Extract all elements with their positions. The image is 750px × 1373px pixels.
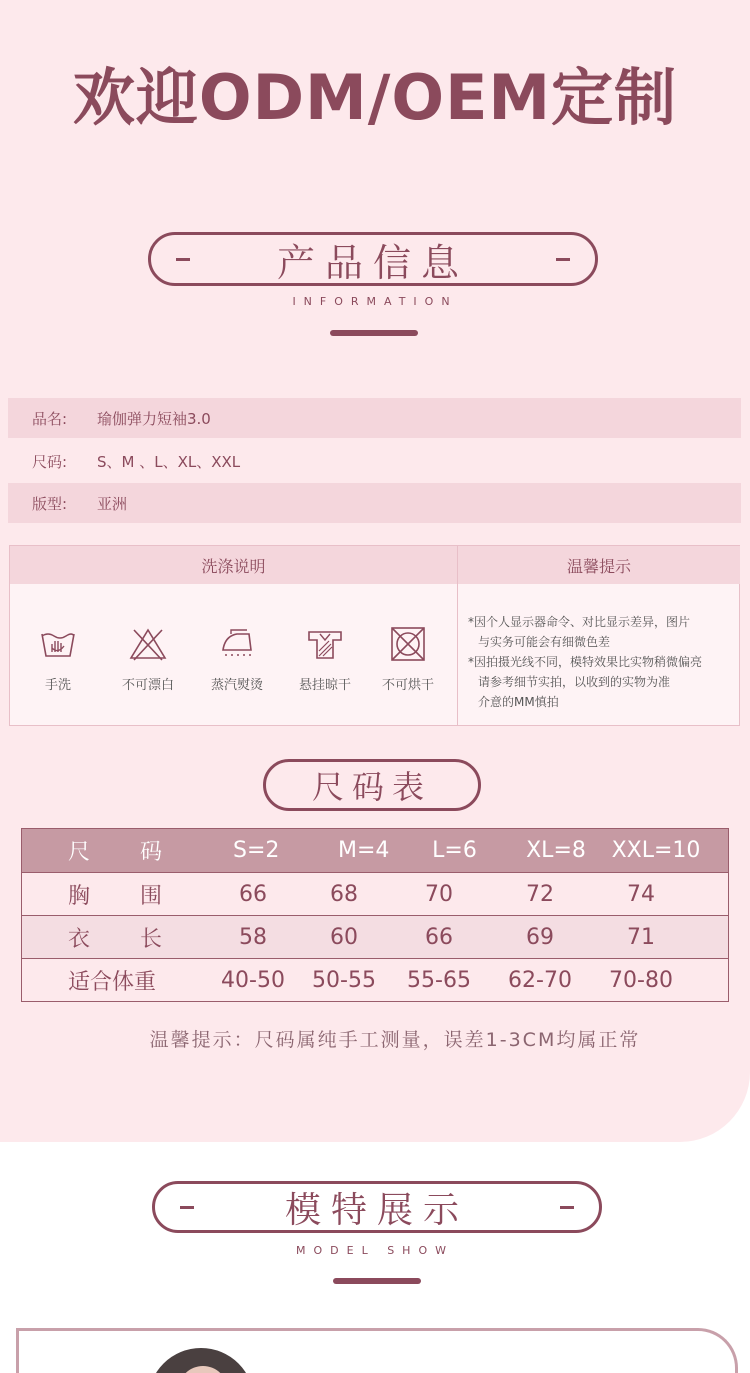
info-value: 亚洲 [97, 494, 128, 513]
info-key: 品名: [32, 409, 68, 428]
tip-line: 与实务可能会有细微色差 [478, 635, 611, 649]
care-label: 悬挂晾干 [298, 678, 351, 693]
section-divider-bar [333, 1278, 421, 1284]
row-label: 适合体重 [68, 969, 157, 995]
tips-text [468, 612, 738, 712]
care-item-hand-wash [18, 626, 98, 693]
table-cell: 55-65 [407, 967, 471, 993]
table-cell: 66 [239, 881, 267, 907]
table-cell: 74 [627, 881, 655, 907]
size-note: 温馨提示：尺码属纯手工测量，误差1-3CM均属正常 [149, 1029, 641, 1051]
page-title: 欢迎ODM/OEM定制 [72, 61, 678, 134]
hand-wash-icon [38, 626, 78, 662]
section-title: 产品信息 [276, 240, 469, 285]
steam-iron-icon [217, 626, 257, 662]
care-label: 不可烘干 [381, 678, 434, 693]
table-cell: 62-70 [508, 967, 572, 993]
row-label-char: 胸 [68, 883, 91, 909]
table-cell: XL=8 [526, 838, 586, 863]
care-heading: 洗涤说明 [10, 546, 457, 584]
table-cell: 71 [627, 924, 655, 950]
table-cell: 68 [330, 881, 358, 907]
section-title: 尺码表 [311, 768, 432, 806]
care-item-hang-dry [285, 626, 365, 693]
row-label [22, 922, 208, 953]
info-value: S、M 、L、XL、XXL [97, 452, 241, 471]
table-cell: 60 [330, 924, 358, 950]
care-divider [457, 546, 458, 725]
info-key: 版型: [32, 494, 68, 513]
table-row-header [22, 829, 728, 872]
tips-heading: 温馨提示 [458, 546, 740, 584]
no-tumble-dry-icon [388, 626, 428, 662]
section-divider-bar [330, 330, 418, 336]
table-cell: 70 [425, 881, 453, 907]
table-row-length [22, 915, 728, 958]
table-cell: XXL=10 [611, 838, 701, 863]
tip-line: 请参考细节实拍，以收到的实物为准 [478, 675, 671, 689]
row-label-char: 围 [139, 883, 162, 909]
product-section-heading [148, 232, 598, 286]
info-value: 瑜伽弹力短袖3.0 [97, 409, 211, 428]
row-label-char: 长 [139, 926, 162, 952]
no-bleach-icon [128, 626, 168, 662]
info-row-name [8, 398, 741, 438]
care-label: 不可漂白 [121, 678, 174, 693]
info-row-fit [8, 483, 741, 523]
model-face [178, 1366, 228, 1373]
row-label-char: 码 [139, 840, 162, 865]
table-row-weight [22, 958, 728, 1001]
hang-dry-icon [305, 626, 345, 662]
info-key: 尺码: [32, 452, 68, 471]
table-cell: 72 [526, 881, 554, 907]
model-section-heading [152, 1181, 602, 1233]
section-subtitle: MODEL SHOW [296, 1244, 454, 1257]
care-label: 蒸汽熨烫 [210, 678, 263, 693]
section-subtitle: INFORMATION [292, 295, 458, 308]
table-cell: 50-55 [312, 967, 376, 993]
table-cell: 70-80 [609, 967, 673, 993]
care-item-no-bleach [108, 626, 188, 693]
table-cell: M=4 [338, 838, 390, 863]
care-item-steam-iron [197, 626, 277, 693]
size-table [21, 828, 729, 1002]
care-instructions-panel [9, 545, 740, 726]
row-label [22, 835, 208, 866]
tip-line: *因拍摄光线不同，模特效果比实物稍微偏亮 [468, 655, 703, 669]
size-chart-heading [263, 759, 481, 811]
table-cell: L=6 [432, 838, 477, 863]
care-label: 手洗 [44, 678, 71, 693]
row-label-char: 衣 [68, 926, 91, 952]
section-title: 模特展示 [284, 1189, 469, 1231]
table-cell: 58 [239, 924, 267, 950]
table-cell: 69 [526, 924, 554, 950]
table-row-chest [22, 872, 728, 915]
care-item-no-tumble-dry [368, 626, 448, 693]
table-cell: 66 [425, 924, 453, 950]
table-cell: S=2 [233, 838, 280, 863]
tip-line: 介意的MM慎拍 [478, 695, 559, 709]
dash-right [556, 258, 570, 261]
row-label [22, 879, 208, 910]
dash-right [560, 1206, 574, 1209]
model-photo-frame [16, 1328, 738, 1373]
row-label-char: 尺 [68, 840, 91, 865]
table-cell: 40-50 [221, 967, 285, 993]
tip-line: *因个人显示器命令、对比显示差异，图片 [468, 615, 691, 629]
info-row-size [8, 441, 741, 481]
